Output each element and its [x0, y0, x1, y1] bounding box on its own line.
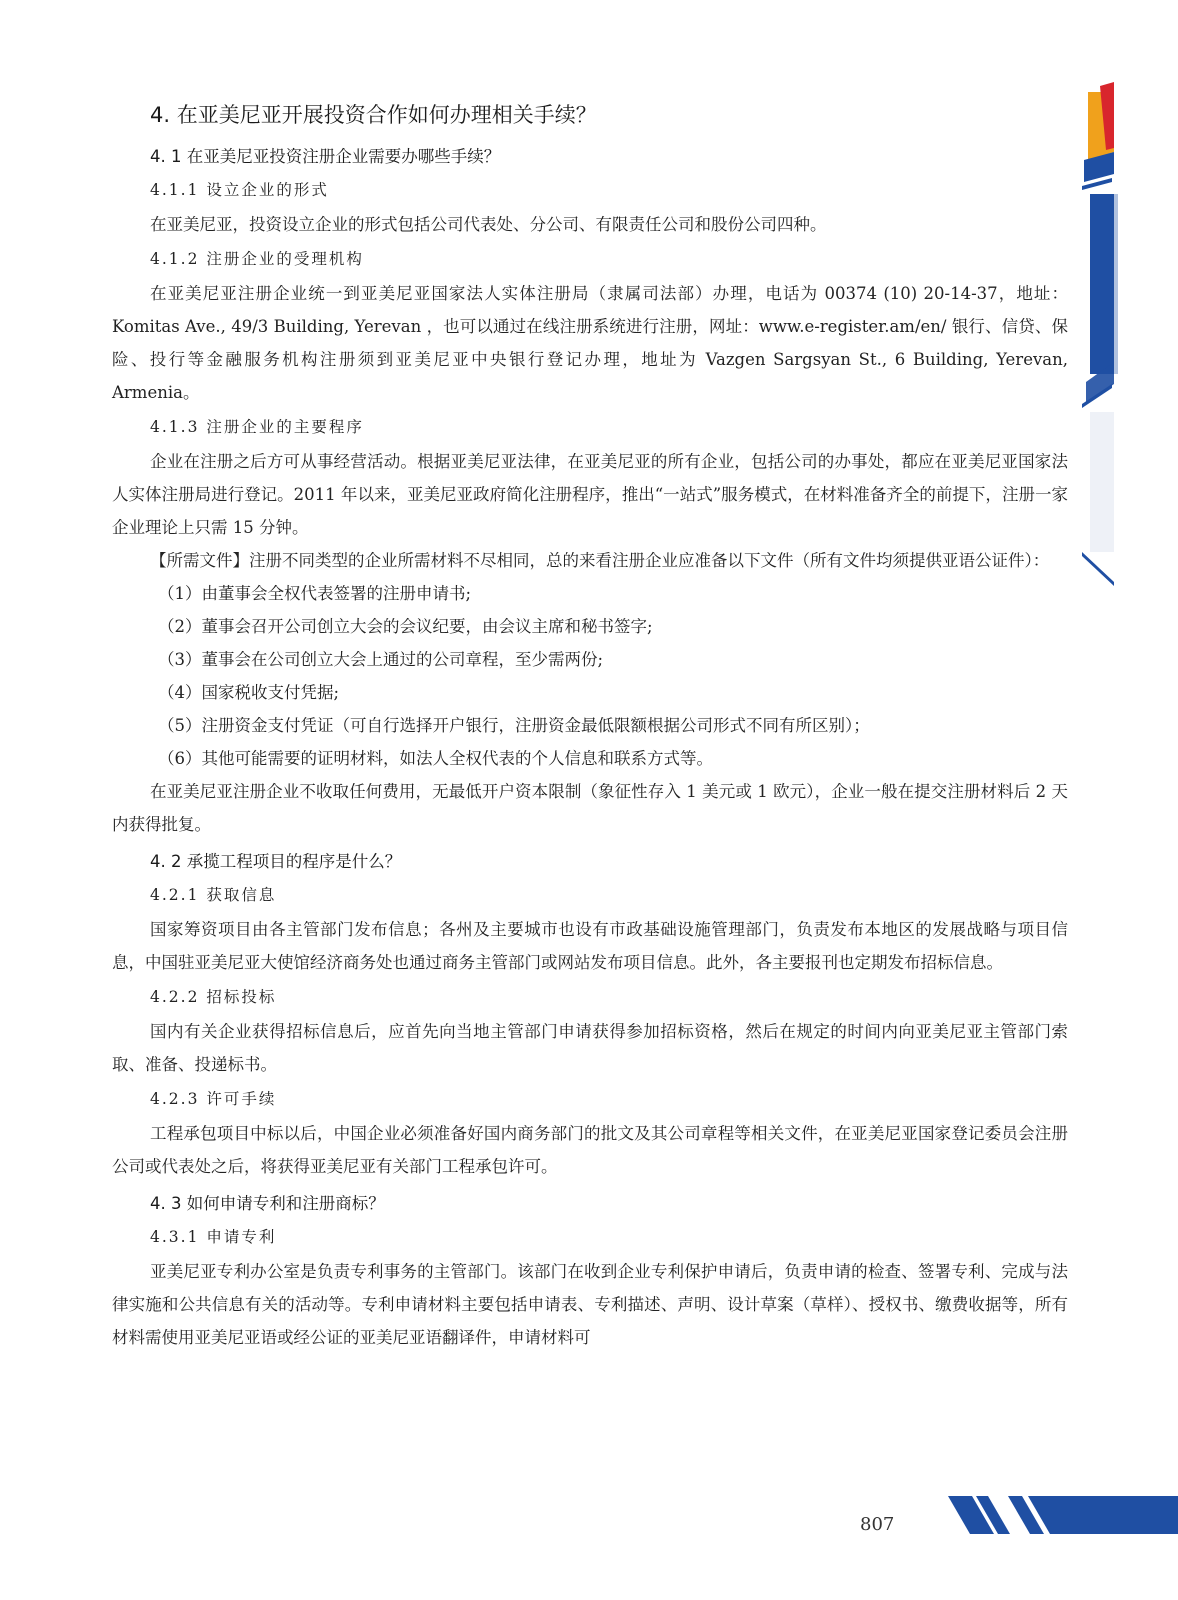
list-item: （2）董事会召开公司创立大会的会议纪要，由会议主席和秘书签字; [158, 617, 653, 636]
list-item: （5）注册资金支付凭证（可自行选择开户银行，注册资金最低限额根据公司形式不同有所区别）； [158, 716, 870, 735]
paragraph: 国家筹资项目由各主管部门发布信息；各州及主要城市也设有市政基础设施管理部门，负责发布本地区的发展战略与项目信息，中国驻亚美尼亚大使馆经济商务处也通过商务主管部门或网站发布项目信息。此外，各主要报刊也定期发布招标信息。 [112, 920, 1068, 972]
heading-4-1-1: 4.1.1 设立企业的形式 [150, 181, 329, 199]
list-item: （1）由董事会全权代表签署的注册申请书; [158, 584, 472, 603]
paragraph: 企业在注册之后方可从事经营活动。根据亚美尼亚法律，在亚美尼亚的所有企业，包括公司的办事处，都应在亚美尼亚国家法人实体注册局进行登记。2011 年以来，亚美尼亚政府简化注册程序，推出“一站式”服务模式，在材料准备齐全的前提下，注册一家企业理论上只需 15 分钟。 [112, 452, 1068, 537]
heading-4-2-1: 4.2.1 获取信息 [150, 886, 277, 904]
subsection-title-4-2: 4. 2 承揽工程项目的程序是什么？ [150, 852, 402, 871]
footer-decoration [938, 1488, 1178, 1548]
required-documents-list [112, 577, 1068, 775]
page-content [112, 100, 1068, 1354]
heading-4-3-1: 4.3.1 申请专利 [150, 1228, 277, 1246]
paragraph: 工程承包项目中标以后，中国企业必须准备好国内商务部门的批文及其公司章程等相关文件，在亚美尼亚国家登记委员会注册公司或代表处之后，将获得亚美尼亚有关部门工程承包许可。 [112, 1124, 1068, 1176]
heading-4-1-3: 4.1.3 注册企业的主要程序 [150, 418, 364, 436]
list-item: （3）董事会在公司创立大会上通过的公司章程，至少需两份; [158, 650, 604, 669]
heading-4-2-2: 4.2.2 招标投标 [150, 988, 277, 1006]
heading-4-1-2: 4.1.2 注册企业的受理机构 [150, 250, 364, 268]
page-number: 807 [860, 1514, 895, 1535]
section-title: 4. 在亚美尼亚开展投资合作如何办理相关手续？ [150, 103, 597, 127]
paragraph: 亚美尼亚专利办公室是负责专利事务的主管部门。该部门在收到企业专利保护申请后，负责申请的检查、签署专利、完成与法律实施和公共信息有关的活动等。专利申请材料主要包括申请表、专利描述、声明、设计草案（草样）、授权书、缴费收据等，所有材料需使用亚美尼亚语或经公证的亚美尼亚语翻译件，申请材料可 [112, 1262, 1068, 1347]
paragraph: 在亚美尼亚注册企业不收取任何费用，无最低开户资本限制（象征性存入 1 美元或 1 欧元），企业一般在提交注册材料后 2 天内获得批复。 [112, 782, 1068, 834]
list-item: （4）国家税收支付凭据; [158, 683, 340, 702]
paragraph: 在亚美尼亚注册企业统一到亚美尼亚国家法人实体注册局（隶属司法部）办理，电话为 00374 (10) 20-14-37，地址：Komitas Ave., 49/3 Building, Yerevan ，也可以通过在线注册系统进行注册，网址：www.e-register.am/en/ 银行、信贷、保险、投行等金融服务机构注册须到亚美尼亚中央银行登记办理，地址为 Vazgen Sargsyan St., 6 Building, Yerevan, Armenia。 [112, 284, 1068, 402]
paragraph: 【所需文件】注册不同类型的企业所需材料不尽相同，总的来看注册企业应准备以下文件（所有文件均须提供亚语公证件）： [150, 551, 1050, 570]
paragraph: 在亚美尼亚，投资设立企业的形式包括公司代表处、分公司、有限责任公司和股份公司四种。 [150, 215, 827, 234]
subsection-title-4-3: 4. 3 如何申请专利和注册商标？ [150, 1194, 385, 1213]
heading-4-2-3: 4.2.3 许可手续 [150, 1090, 277, 1108]
subsection-title-4-1: 4. 1 在亚美尼亚投资注册企业需要办哪些手续？ [150, 147, 501, 166]
paragraph: 国内有关企业获得招标信息后，应首先向当地主管部门申请获得参加招标资格，然后在规定的时间内向亚美尼亚主管部门索取、准备、投递标书。 [112, 1022, 1068, 1074]
list-item: （6）其他可能需要的证明材料，如法人全权代表的个人信息和联系方式等。 [158, 749, 713, 768]
side-decoration [1078, 82, 1178, 682]
